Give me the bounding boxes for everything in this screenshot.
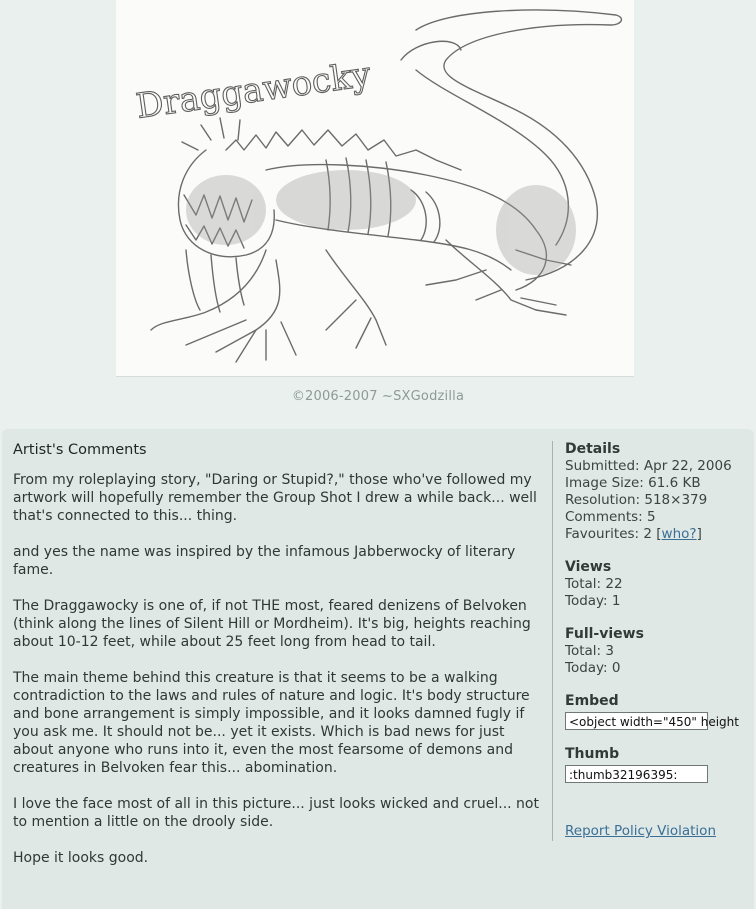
thumb-heading: Thumb	[565, 746, 620, 762]
favourites-count: Favourites: 2 [	[565, 526, 662, 542]
artwork-image[interactable]	[116, 0, 634, 377]
comment-paragraph: The Draggawocky is one of, if not THE most, feared denizens of Belvoken (think along the lines of Silent Hill or Mordheim). It's big, heights reaching about 10-12 feet, while about 25 feet long from head to tail.	[13, 598, 531, 650]
fullviews-today: Today: 0	[565, 660, 621, 676]
artwork-signature: Draggawocky	[133, 54, 373, 127]
thumb-code-field[interactable]: :thumb32196395:	[565, 765, 708, 783]
fullviews-total: Total: 3	[565, 643, 614, 659]
embed-code-field[interactable]: <object width="450" height	[565, 712, 708, 730]
favourites-row	[565, 526, 750, 543]
comment-paragraph: From my roleplaying story, "Daring or Stupid?," those who've followed my artwork will hopefully remember the Group Shot I drew a while back... well that's connected to this... thing.	[13, 472, 537, 524]
column-divider	[552, 441, 553, 841]
info-panel	[2, 429, 754, 909]
creature-sketch	[116, 0, 634, 376]
favourites-close: ]	[696, 526, 702, 542]
copyright-line: ©2006-2007 ~SXGodzilla	[291, 389, 465, 404]
favourites-who-link[interactable]: who?	[661, 526, 697, 542]
submitted-date: Submitted: Apr 22, 2006	[565, 458, 732, 474]
embed-block	[565, 693, 750, 730]
comment-paragraph: Hope it looks good.	[13, 850, 149, 866]
resolution: Resolution: 518×379	[565, 492, 708, 508]
image-size: Image Size: 61.6 KB	[565, 475, 701, 491]
comment-paragraph: and yes the name was inspired by the infamous Jabberwocky of literary fame.	[13, 544, 516, 578]
views-today: Today: 1	[565, 593, 621, 609]
report-policy-violation-link[interactable]: Report Policy Violation	[565, 823, 716, 839]
details-block	[565, 441, 750, 543]
comment-paragraph: The main theme behind this creature is that it seems to be a walking contradiction to the laws and rules of nature and logic. It's body structure and bone arrangement is simply impossible, and it looks damned fugly if you ask me. It should not be... yet it exists. Which is bad news for just about anyone who runs into it, even the most fearsome of demons and creatures in Belvoken fear this... abomination.	[13, 670, 530, 776]
comments-heading: Artist's Comments	[13, 442, 147, 458]
details-sidebar	[565, 441, 750, 840]
fullviews-block	[565, 626, 750, 677]
fullviews-heading: Full-views	[565, 626, 644, 642]
details-heading: Details	[565, 441, 621, 457]
embed-heading: Embed	[565, 693, 619, 709]
artist-comments	[13, 441, 541, 885]
comment-count: Comments: 5	[565, 509, 656, 525]
views-total: Total: 22	[565, 576, 623, 592]
comment-paragraph: I love the face most of all in this picture... just looks wicked and cruel... not to mention a little on the drooly side.	[13, 796, 539, 830]
views-block	[565, 559, 750, 610]
thumb-block	[565, 746, 750, 783]
views-heading: Views	[565, 559, 612, 575]
